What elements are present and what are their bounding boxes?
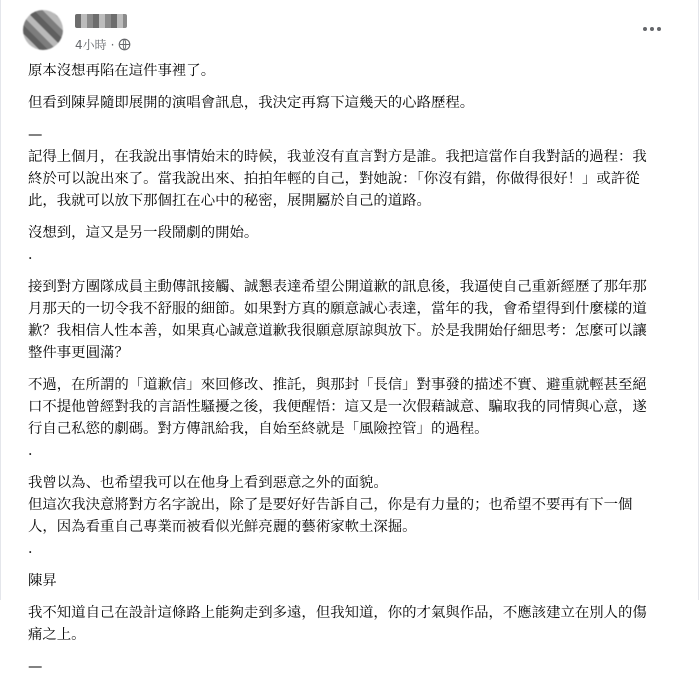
post-paragraph	[28, 656, 676, 678]
post-line: —	[28, 659, 43, 675]
post-line: 此，我就可以放下那個扛在心中的秘密，展開屬於自己的道路。	[28, 193, 431, 209]
post-line: ．	[28, 247, 43, 263]
post-line: ．	[28, 443, 43, 459]
post-paragraph	[28, 124, 676, 212]
post-line: 原本沒想再陷在這件事裡了。	[28, 63, 216, 79]
post-line: 人，因為看重自己專業而被看似光鮮亮麗的藝術家軟土深掘。	[28, 519, 417, 535]
post-meta	[75, 36, 131, 53]
author-name[interactable]	[75, 14, 127, 28]
post-paragraph	[28, 374, 676, 462]
post-paragraph	[28, 472, 676, 560]
post-line: 沒想到，這又是另一段鬧劇的開始。	[28, 225, 259, 241]
post-line: 月那天的一切令我不舒服的細節。如果對方真的願意誠心表達，當年的我，會希望得到什麼樣的道	[28, 301, 647, 317]
post-body	[28, 60, 676, 688]
post-paragraph	[28, 570, 676, 592]
post-line: 口不提他曾經對我的言語性騷擾之後，我便醒悟：這又是一次假藉誠意、騙取我的同情與心意，遂	[28, 399, 647, 415]
post-line: 陳昇	[28, 573, 57, 589]
more-icon[interactable]	[640, 20, 664, 38]
post-line: ．	[28, 541, 43, 557]
post-line: 行自己私慾的劇碼。對方傳訊給我，自始至終就是「風險控管」的過程。	[28, 421, 489, 437]
post-line: 但這次我決意將對方名字說出，除了是要好好告訴自己，你是有力量的；也希望不要再有下一個	[28, 497, 633, 513]
post-line: 接到對方團隊成員主動傳訊接觸、誠懇表達希望公開道歉的訊息後，我逼使自己重新經歷了那年那	[28, 279, 647, 295]
post-paragraph	[28, 60, 676, 82]
post-paragraph	[28, 276, 676, 364]
post-line: 我曾以為、也希望我可以在他身上看到惡意之外的面貌。	[28, 475, 388, 491]
avatar[interactable]	[23, 10, 63, 50]
post-line: 不過，在所謂的「道歉信」來回修改、推託，與那封「長信」對事發的描述不實、避重就輕甚至絕	[28, 377, 647, 393]
post-line: 痛之上。	[28, 627, 86, 643]
post-line: 記得上個月，在我說出事情始末的時候，我並沒有直言對方是誰。我把這當作自我對話的過程：我	[28, 149, 647, 165]
post-paragraph	[28, 602, 676, 646]
post-line: 我不知道自己在設計這條路上能夠走到多遠，但我知道，你的才氣與作品，不應該建立在別人的傷	[28, 605, 647, 621]
post-line: 歉？我相信人性本善，如果真心誠意道歉我很願意原諒與放下。於是我開始仔細思考：怎麼可以讓	[28, 323, 647, 339]
post-paragraph	[28, 222, 676, 266]
globe-icon[interactable]	[118, 38, 131, 51]
timestamp[interactable]: 4小時	[75, 38, 107, 52]
post-line: 終於可以說出來了。當我說出來、拍拍年輕的自己，對她說：「你沒有錯，你做得很好！」或許從	[28, 171, 640, 187]
post-line: 但看到陳昇隨即展開的演唱會訊息，我決定再寫下這幾天的心路歷程。	[28, 95, 475, 111]
post-line: 整件事更圓滿？	[28, 345, 129, 361]
meta-separator: ·	[110, 37, 115, 52]
post-header	[1, 0, 698, 60]
post-line: —	[28, 127, 43, 143]
post-paragraph	[28, 92, 676, 114]
